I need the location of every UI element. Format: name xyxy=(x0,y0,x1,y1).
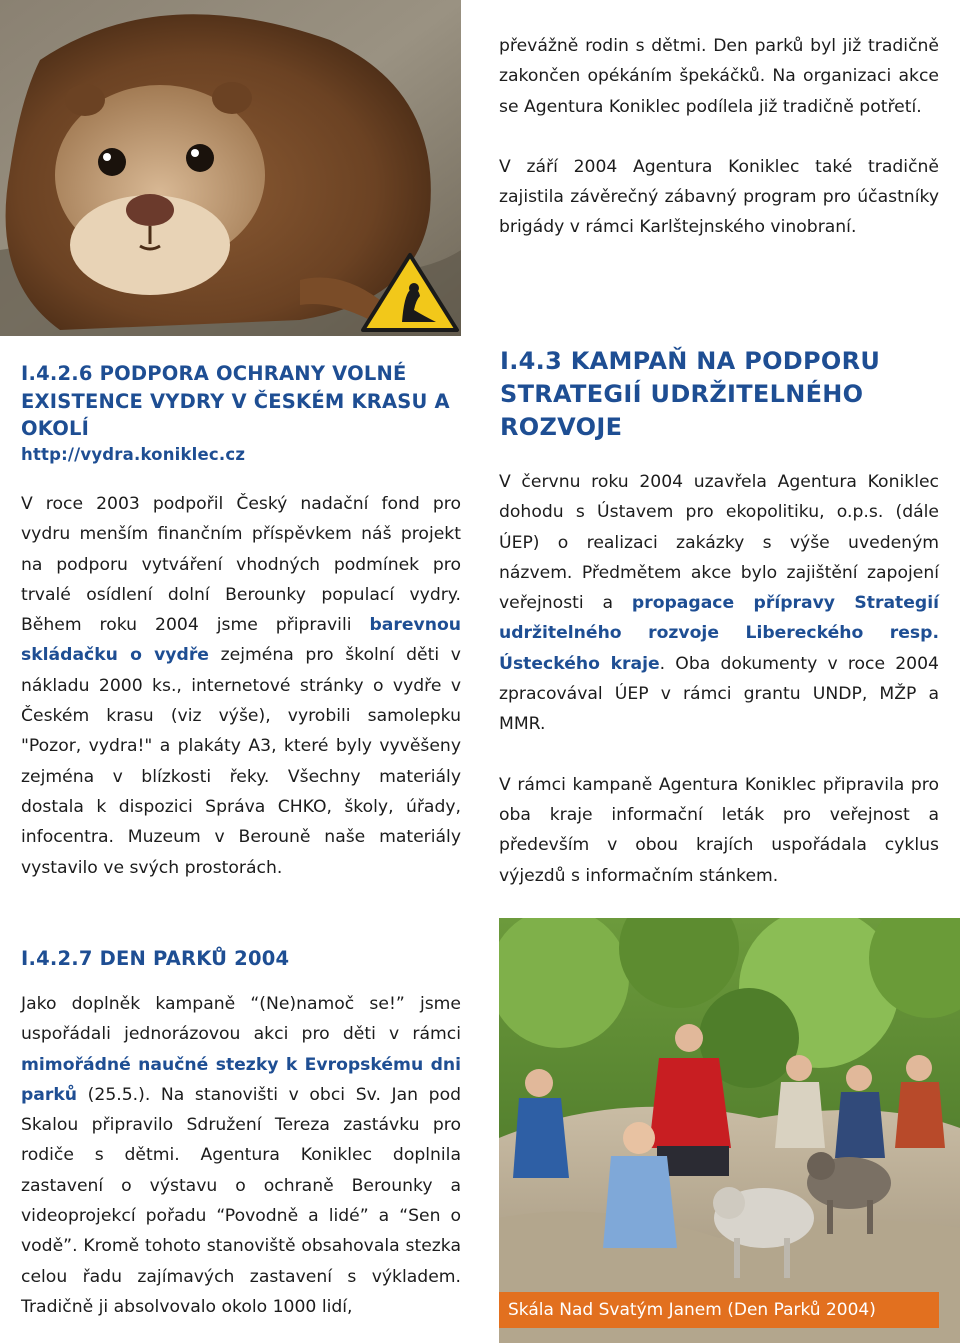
heading-otter-support-title: I.4.2.6 PODPORA OCHRANY VOLNÉ EXISTENCE VYDRY V ČESKÉM KRASU A OKOLÍ xyxy=(21,362,450,440)
campaign-text-part-1: V červnu roku 2004 uzavřela Agentura Koniklec dohodu s Ústavem pro ekopolitiku, o.p.s. (dále ÚEP) o realizaci zakázky s výše uvedeným názvem. Předmětem akce bylo zajištění zapojení veřejnosti a xyxy=(499,472,939,614)
right-column-top xyxy=(499,31,939,243)
heading-park-day: I.4.2.7 DEN PARKŮ 2004 xyxy=(21,947,290,970)
otter-website-link[interactable]: http://vydra.koniklec.cz xyxy=(21,444,246,464)
photo-caption: Skála Nad Svatým Janem (Den Parků 2004) xyxy=(499,1292,939,1328)
paragraph-otter-project xyxy=(21,489,461,883)
paragraph-park-day xyxy=(21,989,461,1322)
otter-text-part-2: zejména pro školní děti v nákladu 2000 ks., internetové stránky o vydře v Českém krasu (viz výše), vyrobili samolepku "Pozor, vydra!" a plakáty A3, které byly vyvěšeny zejména v blízkosti řeky. Všechny materiály dostala k dispozici Správa CHKO, školy, úřady, infocentra. Muzeum v Berouně naše materiály vystavilo ve svých prostorách. xyxy=(21,645,461,878)
campaign-section-body xyxy=(499,467,939,891)
paragraph-campaign-leaflet: V rámci kampaně Agentura Koniklec připravila pro oba kraje informační leták pro veřejnost a především v obou krajích uspořádala cyklus výjezdů s informačním stánkem. xyxy=(499,774,939,886)
campaign-text-part-2: . Oba dokumenty v roce 2004 zpracovával ÚEP v rámci grantu UNDP, MŽP a MMR. xyxy=(499,653,939,735)
park-day-text-part-1: Jako doplněk kampaně “(Ne)namoč se!” jsme uspořádali jednorázovou akci pro děti v rámci xyxy=(21,994,461,1045)
paragraph-vinobrani: V září 2004 Agentura Koniklec také tradičně zajistila závěrečný zábavný program pro účastníky brigády v rámci Karlštejnského vinobraní. xyxy=(499,156,939,238)
heading-otter-support xyxy=(21,360,461,467)
paragraph-campaign-agreement xyxy=(499,467,939,740)
otter-photo xyxy=(0,0,461,336)
park-day-text-part-2: (25.5.). Na stanovišti v obci Sv. Jan pod Skalou připravilo Sdružení Tereza zastávku pro rodiče s dětmi. Agentura Koniklec doplnila zastavení o výstavu o ochraně Berounky a videoprojekcí pořadu “Povodně a lidé” a “Sen o vodě”. Kromě tohoto stanoviště obsahovala stezka celou řadu zajímavých zastavení s výkladem. Tradičně ji absolvovalo okolo 1000 lidí, xyxy=(21,1084,461,1317)
otter-leaflet-highlight: barevnou skládačku o vydře xyxy=(21,615,461,666)
otter-section-body xyxy=(21,489,461,883)
park-day-section-body xyxy=(21,989,461,1322)
otter-text-part-1: V roce 2003 podpořil Český nadační fond pro vydru menším finančním příspěvkem náš projekt na podporu vytváření vhodných podmínek pro trvalé osídlení dolní Berounky populací vydry. Během roku 2004 jsme připravili xyxy=(21,494,461,636)
campaign-strategy-highlight: propagace přípravy Strategií udržitelného rozvoje Libereckého resp. Ústeckého kraje xyxy=(499,593,939,674)
park-day-photo xyxy=(499,918,960,1343)
paragraph-park-day-end: převážně rodin s dětmi. Den parků byl již tradičně zakončen opékáním špekáčků. Na organizaci akce se Agentura Koniklec podílela již tradičně potřetí. xyxy=(499,36,939,117)
park-day-trail-highlight: mimořádné naučné stezky k Evropskému dni parků xyxy=(21,1054,461,1105)
heading-sustainable-development-campaign: I.4.3 KAMPAŇ NA PODPORU STRATEGIÍ UDRŽITELNÉHO ROZVOJE xyxy=(500,347,881,441)
